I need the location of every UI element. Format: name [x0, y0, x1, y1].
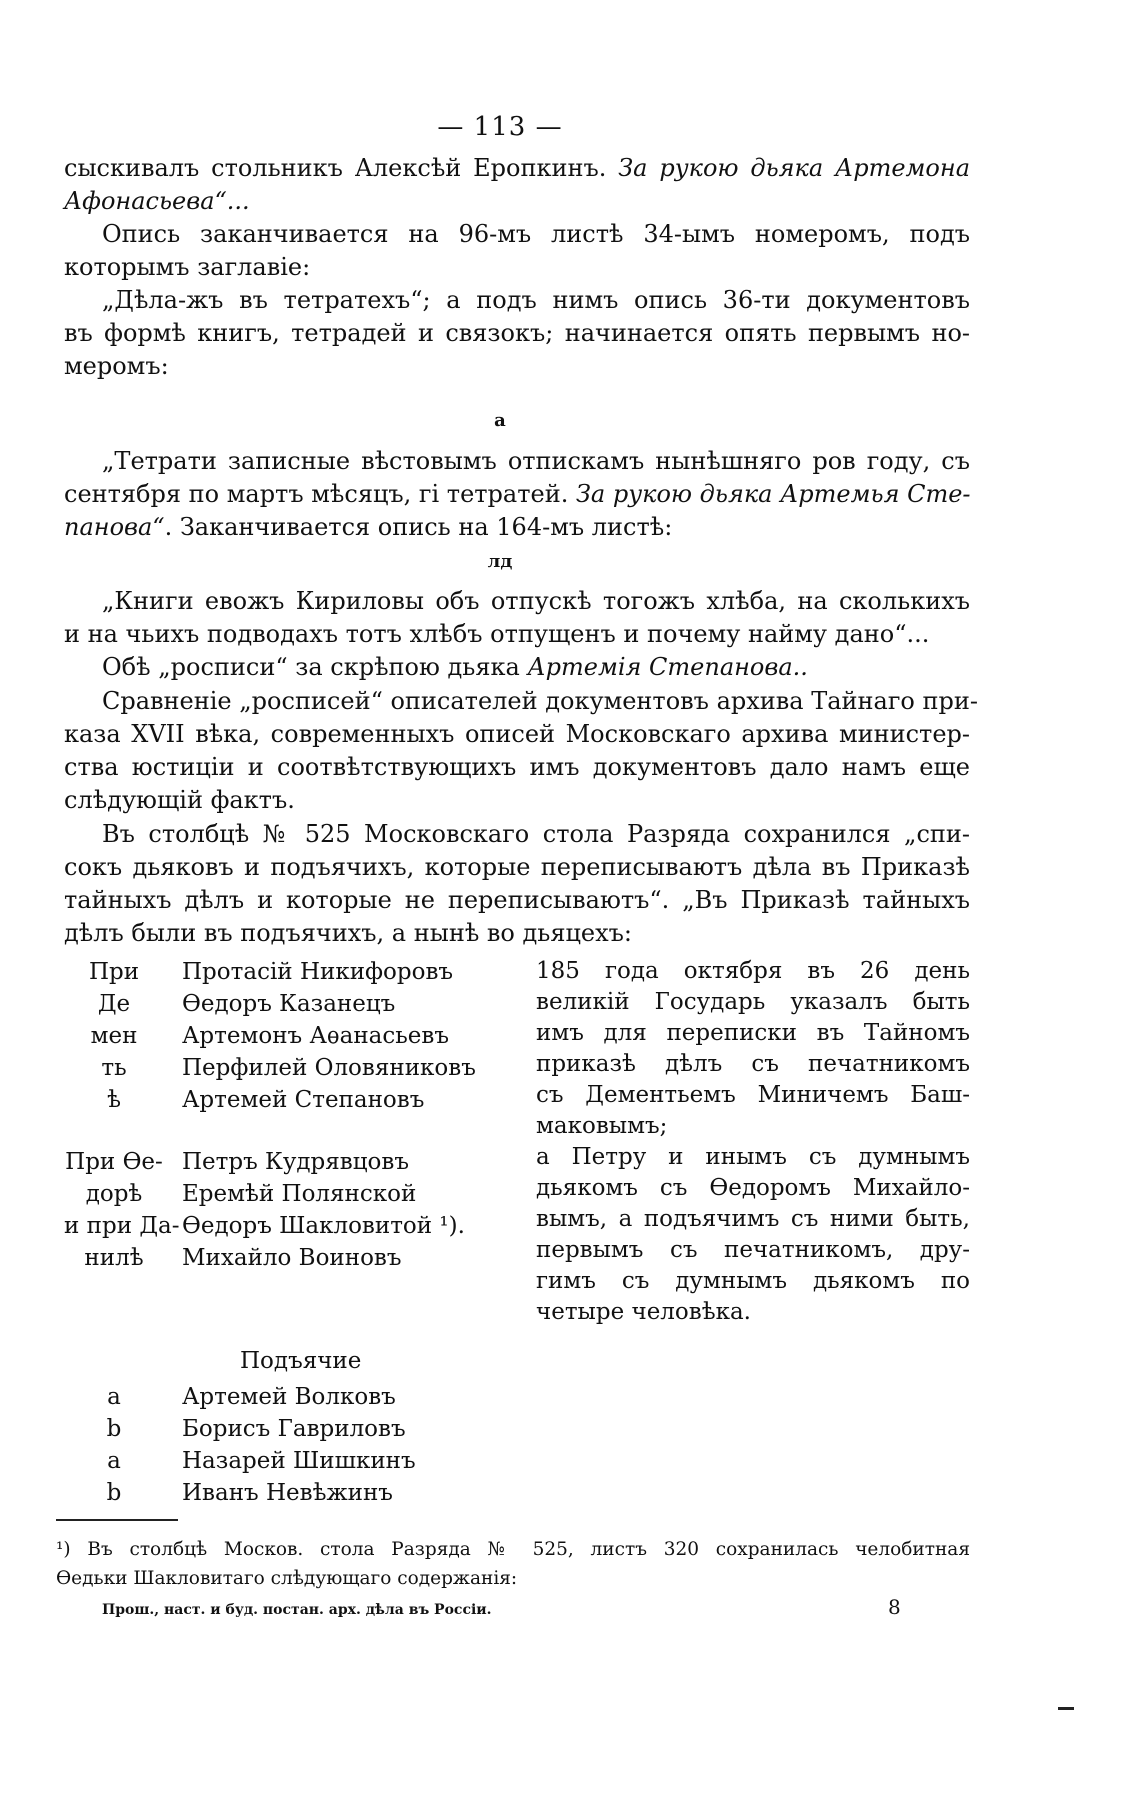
clerks-list-2 [64, 1146, 504, 1274]
p3-line2: въ формѣ книгъ, тетрадей и связокъ; начинается опять первымъ но- [64, 319, 970, 347]
section-marker-ld: лд [487, 551, 513, 572]
paragraph-4 [64, 445, 970, 544]
paragraph-2 [64, 218, 970, 284]
rc-line: съ Дементьемъ Миничемъ Баш- [536, 1082, 970, 1108]
list-item: дорѣ Еремѣй Полянской [85, 1181, 417, 1207]
p5-line2: и на чьихъ подводахъ тотъ хлѣбъ отпущенъ и почему найму дано“... [64, 620, 930, 648]
paragraph-5 [64, 585, 970, 651]
paragraph-7 [64, 685, 978, 817]
rc-line: маковымъ; [536, 1113, 668, 1139]
list-item: ть Перфилей Оловяниковъ [101, 1055, 476, 1081]
p3-line3: меромъ: [64, 352, 169, 380]
list-item: ѣ Артемей Степановъ [107, 1087, 425, 1113]
list-item: и при Да- Ѳедоръ Шакловитой ¹). [64, 1213, 465, 1239]
p4-line3a: панова“ [64, 513, 165, 541]
p7-line3: ства юстиціи и соотвѣтствующихъ имъ документовъ дало намъ еще [64, 753, 970, 781]
page-number: — 113 — [437, 112, 563, 142]
p2-line2: которымъ заглавіе: [64, 253, 311, 281]
paragraph-8 [64, 818, 970, 950]
list-item: b Борисъ Гавриловъ [106, 1416, 406, 1442]
list-item: а Назарей Шишкинъ [107, 1448, 416, 1474]
rc-line: четыре человѣка. [536, 1299, 751, 1325]
subheading: Подъячие [240, 1348, 362, 1374]
rc-line: имъ для переписки въ Тайномъ [536, 1020, 970, 1046]
running-footer: Прош., наст. и буд. постан. арх. дѣла въ Россіи. [102, 1602, 492, 1618]
p4-line2b: За рукою дьяка Артемья Сте- [575, 480, 971, 508]
p8-line4: дѣлъ были въ подъячихъ, а нынѣ во дьяцехъ: [64, 919, 633, 947]
p7-line2: каза XVII вѣка, современныхъ описей Московскаго архива министер- [64, 720, 970, 748]
rc-line: гимъ съ думнымъ дьякомъ по [536, 1268, 970, 1294]
footnote [56, 1535, 970, 1593]
subclerks-list [64, 1381, 504, 1509]
rc-line: великій Государь указалъ быть [536, 989, 970, 1015]
footnote-line2: Ѳедьки Шакловитаго слѣдующаго содержанія: [56, 1568, 518, 1589]
list-item: нилѣ Михайло Воиновъ [84, 1245, 402, 1271]
clerks-list-1 [64, 956, 504, 1116]
footnote-rule [56, 1519, 178, 1521]
p5-line1: „Книги евожъ Кириловы объ отпускѣ тогожъ хлѣба, на сколькихъ [102, 587, 970, 615]
p1-line1a: сыскивалъ стольникъ Алексѣй Еропкинъ. [64, 154, 619, 182]
signature-mark: 8 [888, 1595, 901, 1619]
p4-line1: „Тетрати записные вѣстовымъ отпискамъ нынѣшняго ров году, съ [102, 447, 970, 475]
p6-line1b: Артемія Степанова.. [527, 653, 808, 681]
p3-line1: „Дѣла-жъ въ тетратехъ“; а подъ нимъ опись 36-ти документовъ [102, 286, 970, 314]
p1-line1b: За рукою дьяка Артемона [618, 154, 970, 182]
p8-line2: сокъ дьяковъ и подъячихъ, которые переписываютъ дѣла въ Приказѣ [64, 853, 970, 881]
p4-line2a: сентября по мартъ мѣсяцъ, гі тетратей. [64, 480, 576, 508]
list-item: b Иванъ Невѣжинъ [106, 1480, 393, 1506]
decree-text [536, 956, 970, 1328]
list-item: Де Ѳедоръ Казанецъ [97, 991, 396, 1017]
footnote-line1: ¹) Въ столбцѣ Москов. стола Разряда № 525, листъ 320 сохранилась челобитная [56, 1539, 970, 1560]
paragraph-3 [64, 284, 970, 383]
rc-line: первымъ съ печатникомъ, дру- [536, 1237, 970, 1263]
p1-line2: Афонасьева“... [64, 187, 250, 215]
section-marker-a: а [494, 410, 506, 431]
list-item: При Ѳе- Петръ Кудрявцовъ [65, 1149, 409, 1175]
p7-line4: слѣдующій фактъ. [64, 786, 295, 814]
p7-line1: Сравненіе „росписей“ описателей документовъ архива Тайнаго при- [102, 687, 978, 715]
rc-line: 185 года октября въ 26 день [536, 958, 970, 984]
paragraph-6 [64, 651, 970, 684]
p2-line1: Опись заканчивается на 96-мъ листѣ 34-ымъ номеромъ, подъ [102, 220, 970, 248]
rc-line: дьякомъ съ Ѳедоромъ Михайло- [536, 1175, 970, 1201]
page-edge-mark [1058, 1707, 1074, 1710]
rc-line: а Петру и инымъ съ думнымъ [536, 1144, 970, 1170]
p6-line1a: Обѣ „росписи“ за скрѣпою дьяка [102, 653, 528, 681]
paragraph-1 [64, 152, 970, 218]
list-item: мен Артемонъ Аѳанасьевъ [90, 1023, 449, 1049]
p4-line3b: . Заканчивается опись на 164-мъ листѣ: [164, 513, 673, 541]
list-item: а Артемей Волковъ [107, 1384, 396, 1410]
rc-line: вымъ, а подъячимъ съ ними быть, [536, 1206, 970, 1232]
list-item: При Протасій Никифоровъ [88, 959, 454, 985]
p8-line3: тайныхъ дѣлъ и которые не переписываютъ“. „Въ Приказѣ тайныхъ [64, 886, 970, 914]
rc-line: приказѣ дѣлъ съ печатникомъ [536, 1051, 970, 1077]
p8-line1: Въ столбцѣ № 525 Московскаго стола Разряда сохранился „спи- [102, 820, 970, 848]
